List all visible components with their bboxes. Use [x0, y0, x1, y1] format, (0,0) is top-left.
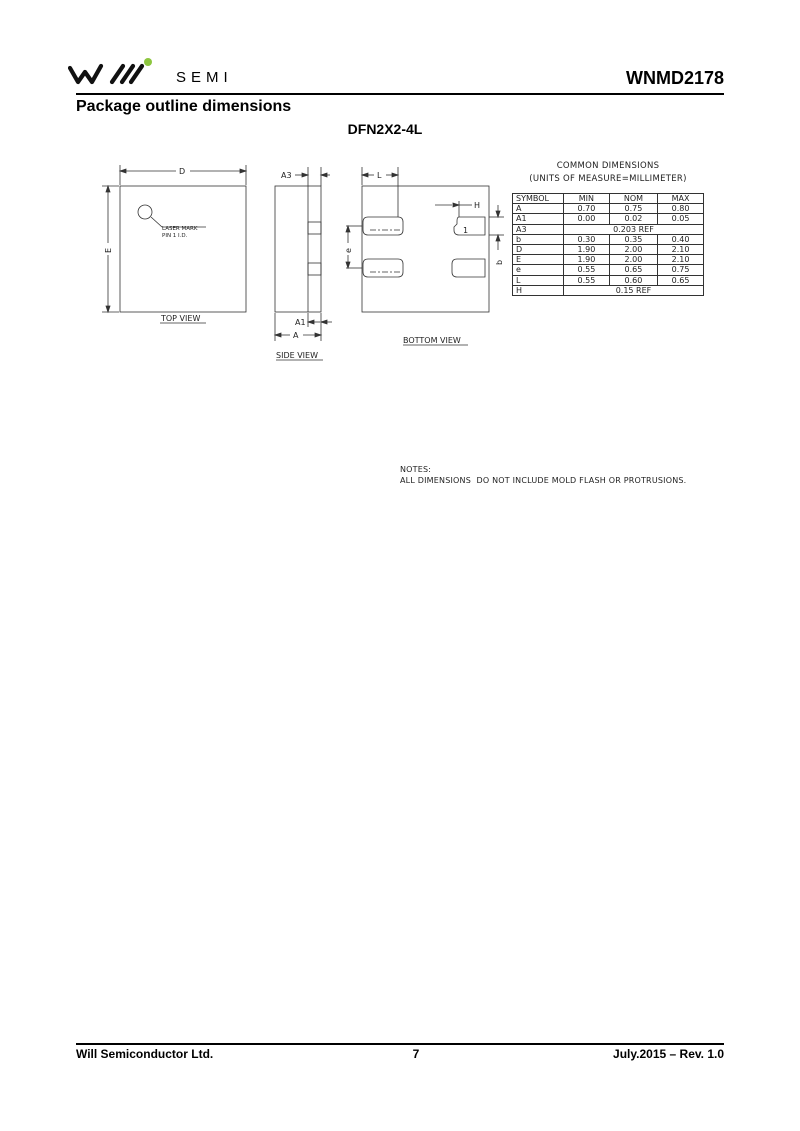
symbol-cell: A: [513, 204, 564, 214]
max-cell: 2.10: [658, 244, 704, 254]
side-view-body: [275, 186, 321, 312]
dimensions-units: (UNITS OF MEASURE=MILLIMETER): [529, 174, 687, 184]
footer-company: Will Semiconductor Ltd.: [76, 1047, 214, 1061]
laser-mark-label: LASER MARK: [162, 226, 198, 232]
ref-cell: 0.15 REF: [564, 285, 704, 295]
top-view-label: TOP VIEW: [161, 314, 201, 323]
side-lead-top: [308, 222, 321, 234]
symbol-cell: L: [513, 275, 564, 285]
max-cell: 0.65: [658, 275, 704, 285]
table-row: [513, 234, 704, 244]
dim-a3-label: A3: [281, 171, 292, 180]
side-lead-bottom: [308, 263, 321, 275]
min-cell: 0.00: [564, 214, 610, 224]
ref-cell: 0.203 REF: [564, 224, 704, 234]
footer-rule: [76, 1043, 724, 1045]
table-row: [513, 204, 704, 214]
min-cell: 0.30: [564, 234, 610, 244]
max-cell: 2.10: [658, 255, 704, 265]
table-row: [513, 285, 704, 295]
footer-date-revision: July.2015 – Rev. 1.0: [613, 1047, 724, 1061]
dimensions-title: COMMON DIMENSIONS: [556, 161, 660, 171]
col-min: MIN: [564, 194, 610, 204]
dim-d-label: D: [179, 167, 186, 176]
nom-cell: 0.35: [609, 234, 657, 244]
notes: [400, 464, 686, 486]
dim-a-label: A: [293, 331, 299, 340]
table-row: [513, 265, 704, 275]
max-cell: 0.80: [658, 204, 704, 214]
pad-right-top: [454, 217, 485, 235]
table-row: [513, 224, 704, 234]
dim-small-e-label: e: [344, 248, 353, 253]
symbol-cell: A3: [513, 224, 564, 234]
package-title: DFN2X2-4L: [347, 121, 423, 137]
notes-text: ALL DIMENSIONS DO NOT INCLUDE MOLD FLASH OR PROTRUSIONS.: [400, 476, 687, 485]
min-cell: 0.55: [564, 275, 610, 285]
dim-b-label: b: [495, 259, 504, 265]
bottom-view-label: BOTTOM VIEW: [403, 336, 461, 345]
dim-h-label: H: [474, 201, 481, 210]
col-max: MAX: [658, 194, 704, 204]
side-view-label: SIDE VIEW: [276, 351, 318, 360]
pad-right-bottom: [452, 259, 485, 277]
header-rule: [76, 93, 724, 95]
symbol-cell: A1: [513, 214, 564, 224]
nom-cell: 0.60: [609, 275, 657, 285]
brand-text: SEMI: [176, 69, 233, 86]
notes-title: NOTES:: [400, 465, 432, 474]
nom-cell: 0.75: [609, 204, 657, 214]
top-view-body: [120, 186, 246, 312]
min-cell: 0.70: [564, 204, 610, 214]
part-number: WNMD2178: [625, 68, 724, 88]
col-symbol: SYMBOL: [513, 194, 564, 204]
pin1-mark-icon: [138, 205, 152, 219]
dim-a1-label: A1: [295, 318, 306, 327]
min-cell: 0.55: [564, 265, 610, 275]
max-cell: 0.40: [658, 234, 704, 244]
min-cell: 1.90: [564, 244, 610, 254]
nom-cell: 0.02: [609, 214, 657, 224]
nom-cell: 2.00: [609, 244, 657, 254]
pad-left-bottom: [363, 259, 403, 277]
max-cell: 0.05: [658, 214, 704, 224]
col-nom: NOM: [609, 194, 657, 204]
pin1-number: 1: [463, 226, 469, 235]
table-row: [513, 214, 704, 224]
symbol-cell: e: [513, 265, 564, 275]
max-cell: 0.75: [658, 265, 704, 275]
symbol-cell: D: [513, 244, 564, 254]
symbol-cell: E: [513, 255, 564, 265]
table-row: [513, 255, 704, 265]
min-cell: 1.90: [564, 255, 610, 265]
section-title: Package outline dimensions: [76, 98, 292, 115]
symbol-cell: b: [513, 234, 564, 244]
dim-l-label: L: [377, 171, 382, 180]
footer-page-number: 7: [412, 1047, 420, 1061]
pad-left-top: [363, 217, 403, 235]
table-row: [513, 244, 704, 254]
dimensions-table: [512, 193, 704, 296]
symbol-cell: H: [513, 285, 564, 295]
table-row: [513, 275, 704, 285]
dim-e-label: E: [104, 247, 113, 253]
table-header-row: [513, 194, 704, 204]
pin-id-label: PIN 1 I.D.: [162, 233, 188, 239]
nom-cell: 2.00: [609, 255, 657, 265]
nom-cell: 0.65: [609, 265, 657, 275]
